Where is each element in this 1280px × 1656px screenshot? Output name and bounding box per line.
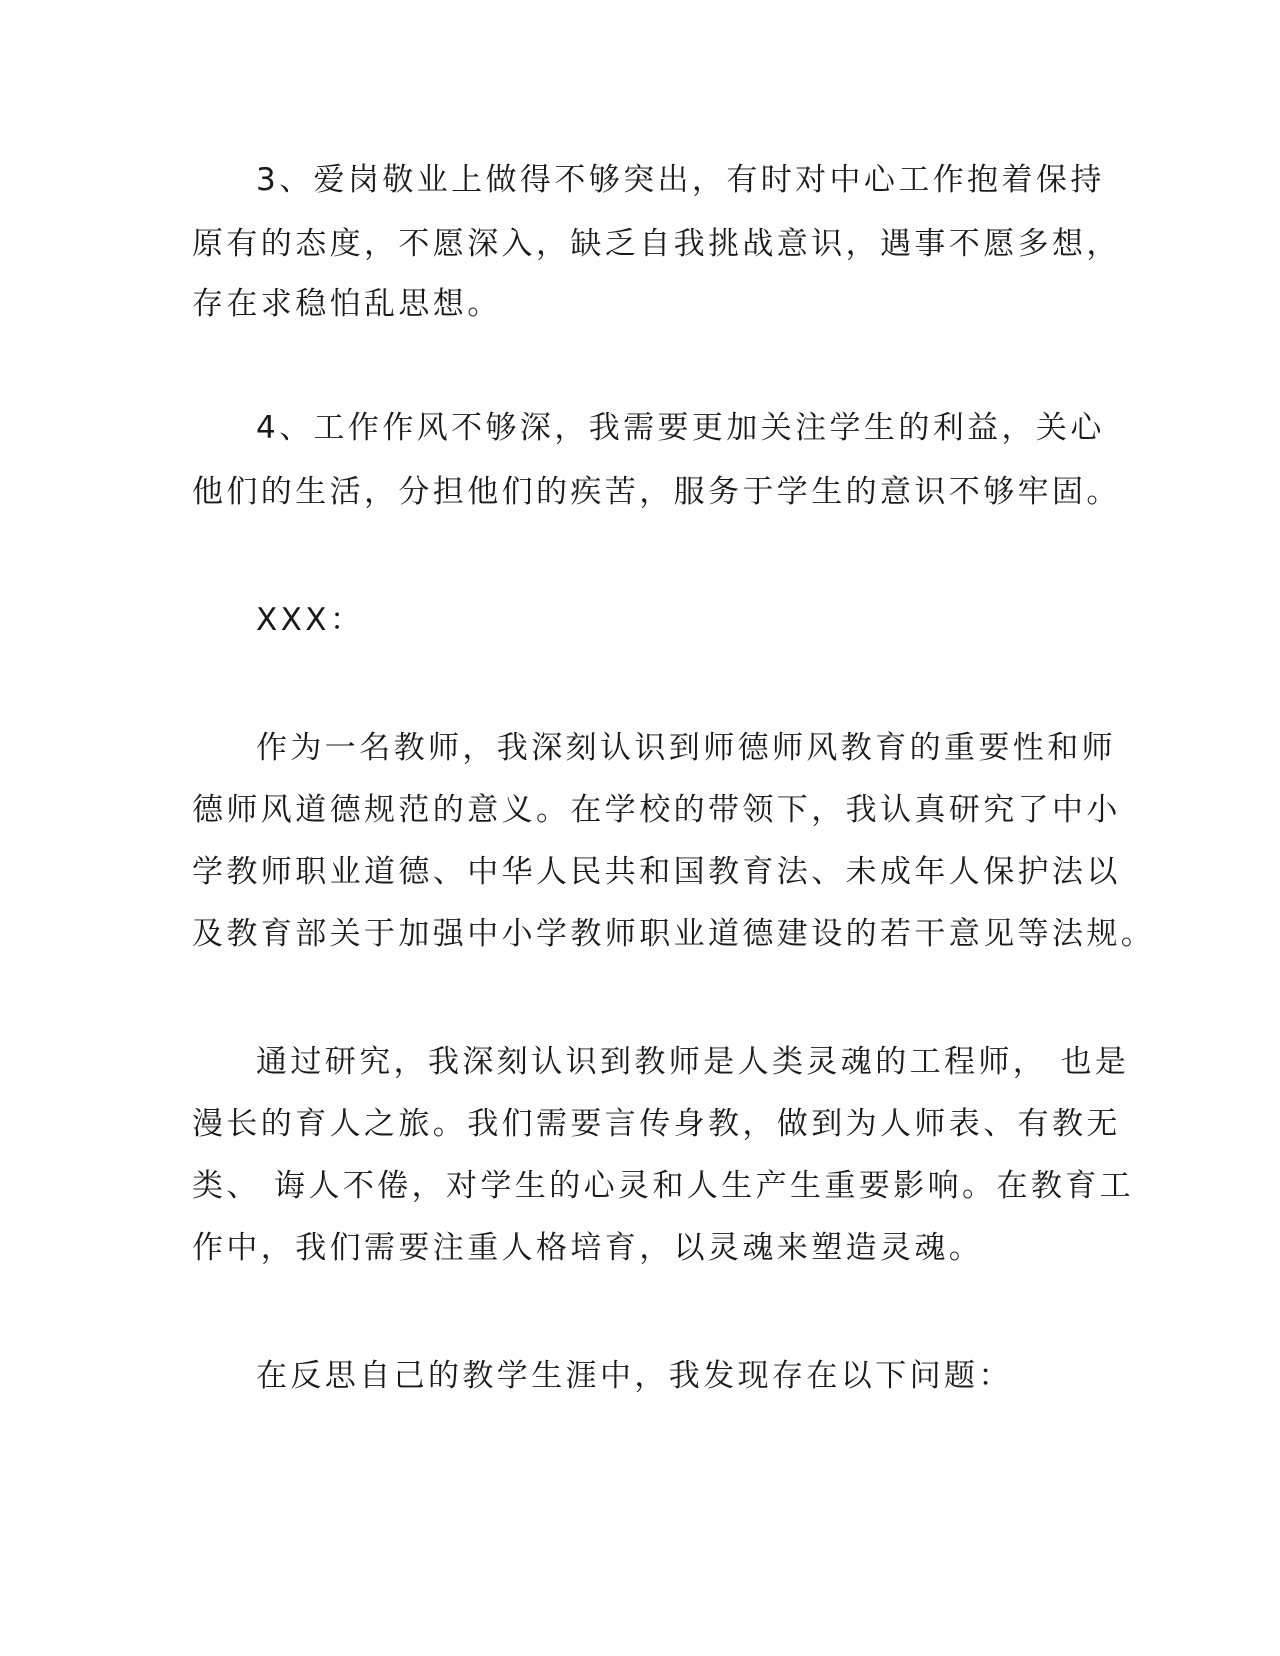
paragraph-1-line-3: 存在求稳怕乱思想。 [192, 286, 502, 322]
paragraph-4-line-4: 作中，我们需要注重人格培育，以灵魂来塑造灵魂。 [192, 1230, 984, 1266]
paragraph-2-line-1: 4、工作作风不够深，我需要更加关注学生的利益，关心 [256, 410, 1105, 446]
paragraph-4-line-2: 漫长的育人之旅。我们需要言传身教，做到为人师表、有教无 [192, 1106, 1121, 1142]
paragraph-3-line-2: 德师风道德规范的意义。在学校的带领下，我认真研究了中小 [192, 792, 1121, 828]
paragraph-3-line-1: 作为一名教师，我深刻认识到师德师风教育的重要性和师 [256, 730, 1116, 766]
paragraph-4-line-1: 通过研究，我深刻认识到教师是人类灵魂的工程师， 也是 [256, 1044, 1130, 1080]
section-heading: XXX： [256, 602, 365, 638]
paragraph-3-line-4: 及教育部关于加强中小学教师职业道德建设的若干意见等法规。 [192, 916, 1156, 952]
paragraph-2-line-2: 他们的生活，分担他们的疾苦，服务于学生的意识不够牢固。 [192, 474, 1121, 510]
paragraph-4-line-3: 类、 诲人不倦，对学生的心灵和人生产生重要影响。在教育工 [192, 1168, 1135, 1204]
paragraph-5-line-1: 在反思自己的教学生涯中，我发现存在以下问题： [256, 1358, 1013, 1394]
paragraph-3-line-3: 学教师职业道德、中华人民共和国教育法、未成年人保护法以 [192, 854, 1121, 890]
paragraph-1-line-2: 原有的态度，不愿深入，缺乏自我挑战意识，遇事不愿多想， [192, 226, 1121, 262]
paragraph-1-line-1: 3、爱岗敬业上做得不够突出，有时对中心工作抱着保持 [256, 162, 1105, 198]
